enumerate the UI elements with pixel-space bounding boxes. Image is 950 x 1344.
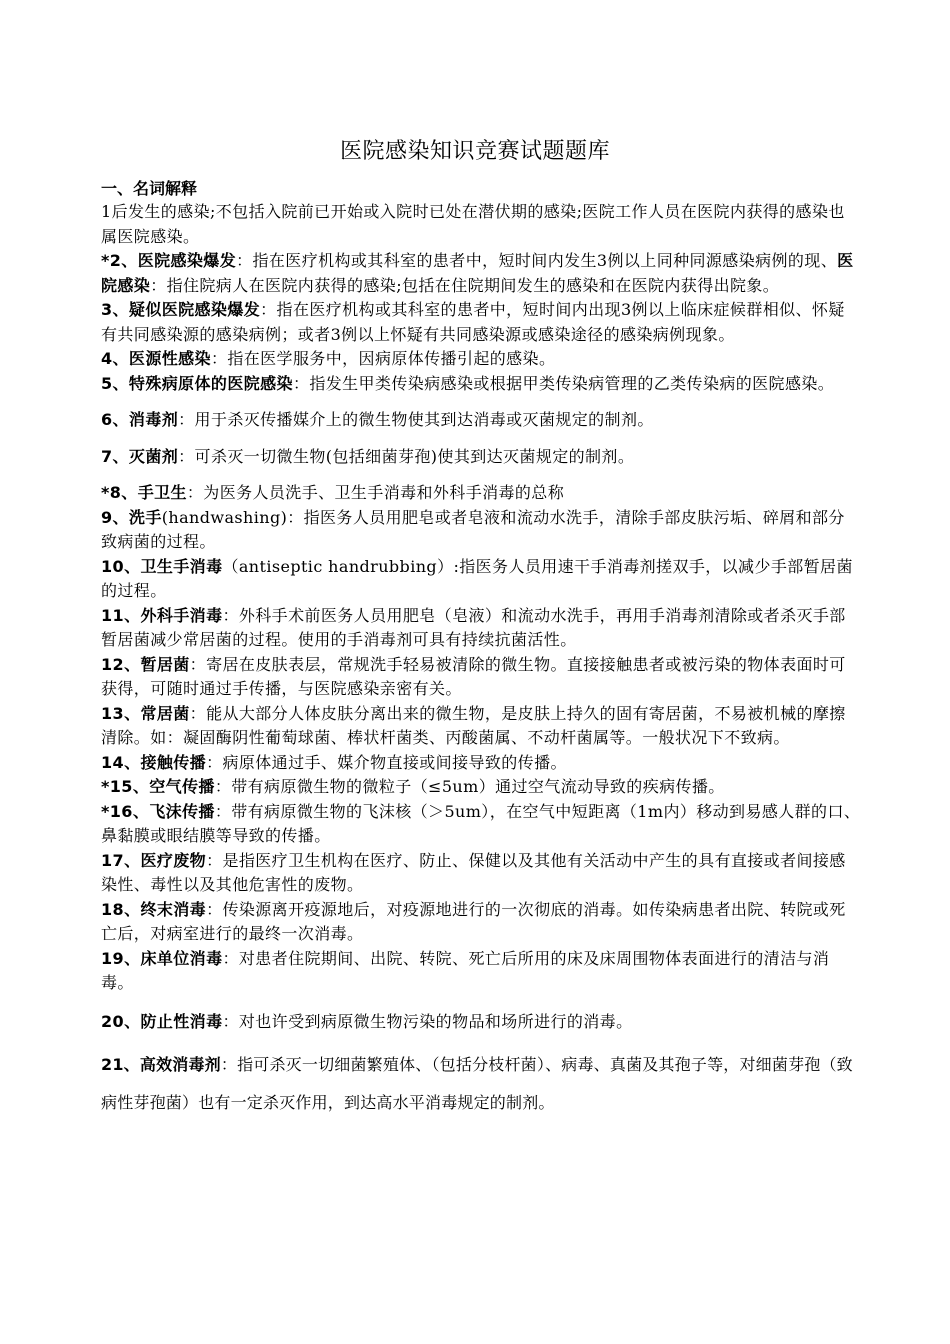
entry-12	[101, 653, 861, 702]
term-label: 9、洗手	[101, 507, 162, 527]
entry-15	[101, 775, 861, 800]
term-label: 13、常居菌	[101, 703, 190, 723]
entry-21	[101, 1046, 861, 1122]
term-label: *8、手卫生	[101, 483, 187, 502]
term-label: 6、消毒剂	[101, 410, 179, 429]
definition-text: ：指发生甲类传染病感染或根据甲类传染病管理的乙类传染病的医院感染。	[292, 373, 835, 393]
definition-text: ：带有病原微生物的飞沫核（＞5um），在空气中短距离（1m内）移动到易感人群的口、鼻黏膜或眼结膜等导致的传播。	[101, 801, 861, 845]
entry-19	[101, 947, 861, 996]
term-label: 4、医源性感染	[101, 349, 211, 368]
entry-16	[101, 800, 861, 849]
term-label: *15、空气传播	[101, 777, 215, 796]
entry-18	[101, 898, 861, 947]
entry-4	[101, 347, 861, 372]
term-label: 17、医疗废物	[101, 850, 207, 870]
term-label: 14、接触传播	[101, 752, 207, 772]
term-label: 5、特殊病原体的医院感染	[101, 373, 293, 393]
entry-2	[101, 249, 861, 298]
definition-text: (handwashing)：指医务人员用肥皂或者皂液和流动水洗手，清除手部皮肤污垢、碎屑和部分致病菌的过程。	[101, 507, 845, 551]
term-label: 21、高效消毒剂	[101, 1055, 221, 1074]
definition-text: ：指在医学服务中，因病原体传播引起的感染。	[210, 349, 556, 368]
entry-8	[101, 481, 861, 506]
entry-11	[101, 604, 861, 653]
definition-text: ：寄居在皮肤表层，常规洗手轻易被清除的微生物。直接接触患者或被污染的物体表面时可获得，可随时通过手传播，与医院感染亲密有关。	[101, 654, 846, 698]
definition-text: ：指在医疗机构或其科室的患者中，短时间内出现3例以上临床症候群相似、怀疑有共同感染源的感染病例；或者3例以上怀疑有共同感染源或感染途径的感染病例现象。	[101, 300, 845, 344]
definition-text: ：带有病原微生物的微粒子（≤5um）通过空气流动导致的疾病传播。	[214, 777, 725, 796]
term-label: 11、外科手消毒	[101, 605, 223, 625]
definition-text: ：指在医疗机构或其科室的患者中，短时间内发生3例以上同种同源感染病例的现、	[236, 251, 838, 270]
term-label: 7、灭菌剂	[101, 446, 179, 466]
definition-text: ：外科手术前医务人员用肥皂（皂液）和流动水洗手，再用手消毒剂清除或者杀灭手部暂居菌减少常居菌的过程。使用的手消毒剂可具有持续抗菌活性。	[101, 605, 846, 649]
term-label: 12、暂居菌	[101, 654, 190, 674]
definition-text: 1后发生的感染;不包括入院前已开始或入院时已处在潜伏期的感染;医院工作人员在医院内获得的感染也属医院感染。	[101, 202, 845, 246]
term-label: 19、床单位消毒	[101, 948, 223, 968]
definition-text: ：能从大部分人体皮肤分离出来的微生物，是皮肤上持久的固有寄居菌，不易被机械的摩擦清除。如：凝固酶阴性葡萄球菌、棒状杆菌类、丙酸菌属、不动杆菌属等。一般状况下不致病。	[101, 703, 846, 747]
definition-text: ：病原体通过手、媒介物直接或间接导致的传播。	[206, 752, 567, 772]
definition-text: ：可杀灭一切微生物(包括细菌芽孢)使其到达灭菌规定的制剂。	[178, 446, 635, 466]
entry-1	[101, 200, 861, 249]
entry-5	[101, 372, 861, 397]
definition-text: ：指住院病人在医院内获得的感染;包括在住院期间发生的感染和在医院内获得出院象。	[150, 275, 780, 295]
definition-text: ：对患者住院期间、出院、转院、死亡后所用的床及床周围物体表面进行的清洁与消毒。	[101, 948, 830, 992]
definition-text: （antiseptic handrubbing）:指医务人员用速干手消毒剂搓双手，以减少手部暂居菌的过程。	[101, 556, 853, 600]
definition-text: ：用于杀灭传播媒介上的微生物使其到达消毒或灭菌规定的制剂。	[178, 410, 654, 429]
term-label: 20、防止性消毒	[101, 1011, 223, 1031]
entry-20	[101, 1010, 861, 1035]
entry-3	[101, 298, 861, 347]
page-title: 医院感染知识竞赛试题题库	[339, 139, 610, 164]
entry-9	[101, 506, 861, 555]
term-label: 10、卫生手消毒	[101, 556, 223, 576]
term-label: 3、疑似医院感染爆发	[101, 300, 261, 319]
definition-text: ：传染源离开疫源地后，对疫源地进行的一次彻底的消毒。如传染病患者出院、转院或死亡后，对病室进行的最终一次消毒。	[101, 899, 846, 943]
entry-14	[101, 751, 861, 776]
term-label: 医院感染	[101, 251, 854, 295]
term-label: *16、飞沫传播	[101, 801, 215, 821]
definition-text: ：对也许受到病原微生物污染的物品和场所进行的消毒。	[222, 1011, 633, 1031]
entry-17	[101, 849, 861, 898]
definition-text: ：是指医疗卫生机构在医疗、防止、保健以及其他有关活动中产生的具有直接或者间接感染性、毒性以及其他危害性的废物。	[101, 850, 846, 894]
term-label: 18、终末消毒	[101, 899, 207, 919]
entry-10	[101, 555, 861, 604]
term-label: *2、医院感染爆发	[101, 251, 237, 270]
definition-list	[101, 200, 861, 1122]
definition-text: ：为医务人员洗手、卫生手消毒和外科手消毒的总称	[186, 483, 565, 502]
entry-13	[101, 702, 861, 751]
entry-7	[101, 445, 861, 470]
section-heading: 一、名词解释	[101, 179, 198, 198]
definition-text: ：指可杀灭一切细菌繁殖体、（包括分枝杆菌）、病毒、真菌及其孢子等，对细菌芽孢（致病性芽孢菌）也有一定杀灭作用，到达高水平消毒规定的制剂。	[101, 1055, 853, 1112]
entry-6	[101, 408, 861, 433]
